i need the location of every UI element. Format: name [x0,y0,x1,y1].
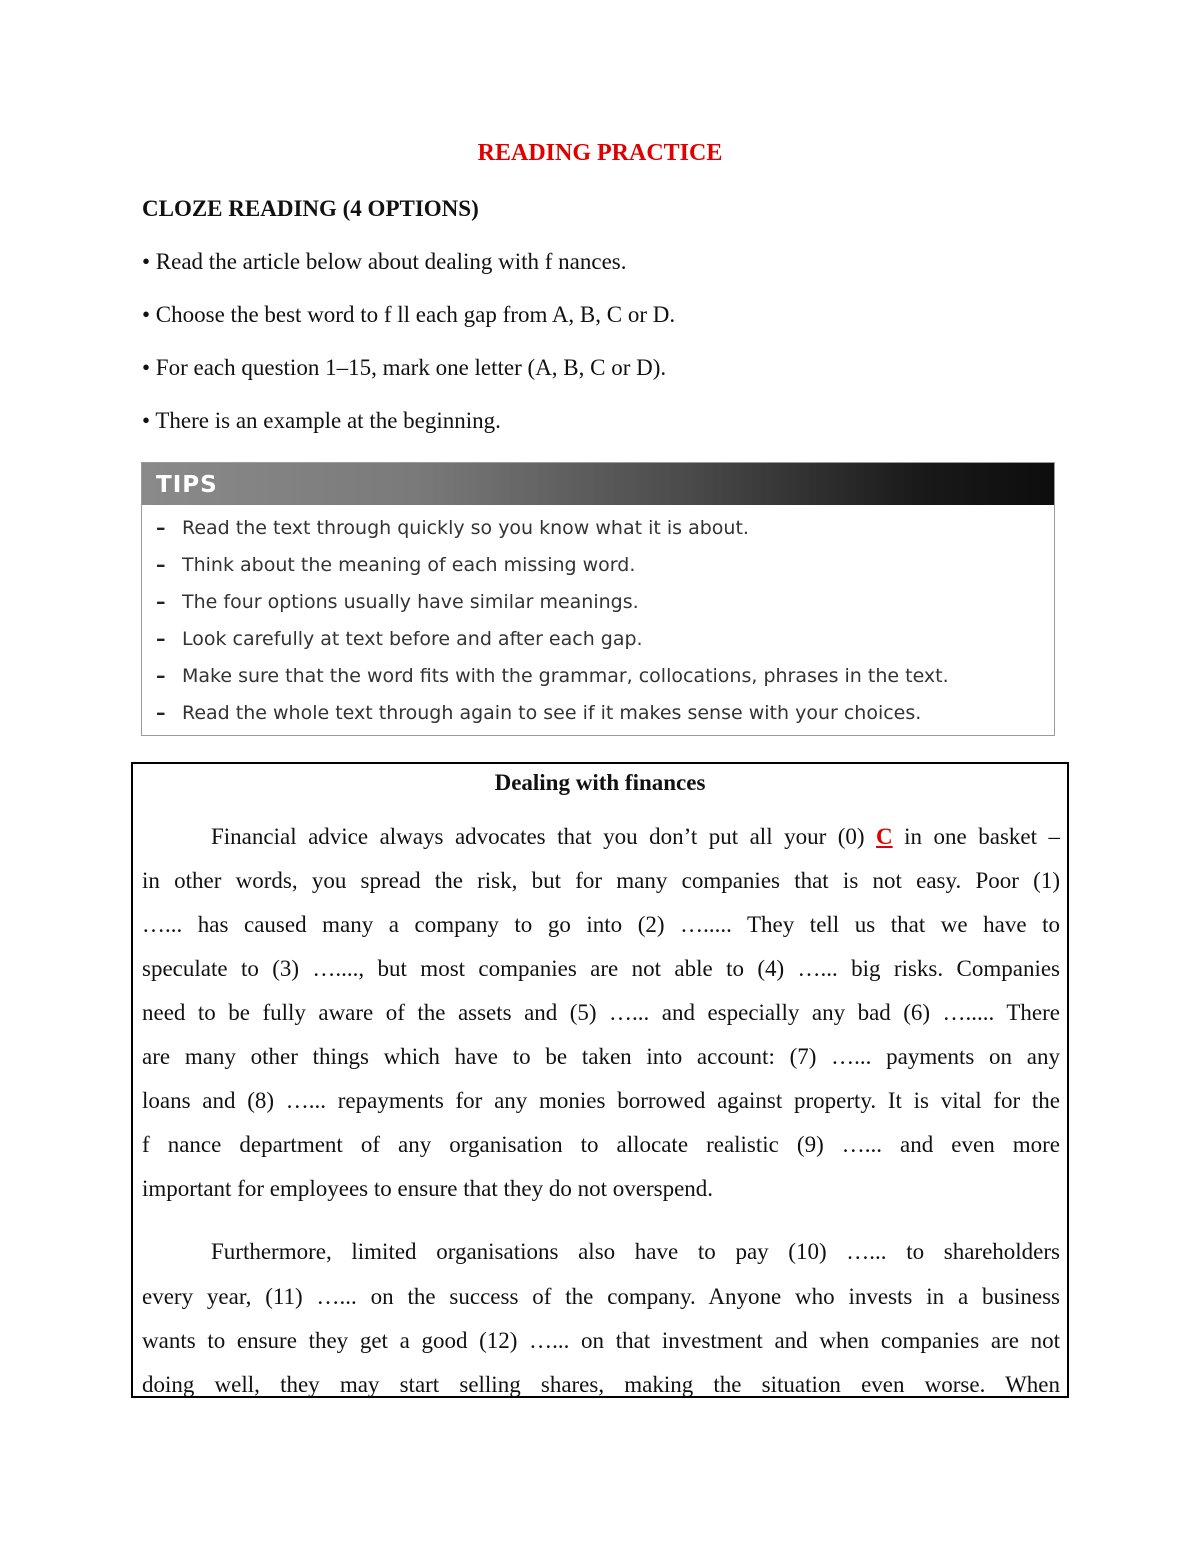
tip-text: Read the whole text through again to see if it makes sense with your choices. [182,702,922,724]
tip-item [156,517,749,539]
article-line: every year, (11) …... on the success of the company. Anyone who invests in a business [142,1284,1060,1309]
tips-heading: TIPS [142,463,1054,505]
dash-bullet-icon: – [156,628,166,650]
tip-item [156,591,639,613]
dash-bullet-icon: – [156,591,166,613]
article-line: Furthermore, limited organisations also have to pay (10) …... to shareholders [211,1239,1060,1264]
dash-bullet-icon: – [156,665,166,687]
article-line: loans and (8) …... repayments for any monies borrowed against property. It is vital for the [142,1088,1060,1113]
article-title: Dealing with finances [494,770,706,795]
instruction-item: • Choose the best word to f ll each gap from A, B, C or D. [142,302,676,327]
tips-box [141,462,1055,736]
article-line: doing well, they may start selling shares, making the situation even worse. When [142,1372,1060,1397]
article-line: need to be fully aware of the assets and (5) …... and especially any bad (6) …..... There [142,1000,1060,1025]
page-title: READING PRACTICE [477,140,723,166]
example-answer: C [876,824,893,849]
tip-item [156,702,921,724]
instruction-item: • There is an example at the beginning. [142,408,501,433]
article-line: …... has caused many a company to go into (2) …..... They tell us that we have to [142,912,1060,937]
article-text: Financial advice always advocates that you don’t put all your (0) [211,824,877,849]
article-line [211,822,1060,852]
article-line: speculate to (3) …...., but most companies are not able to (4) …... big risks. Companies [142,956,1060,981]
tip-text: Read the text through quickly so you know what it is about. [182,517,749,539]
dash-bullet-icon: – [156,554,166,576]
instruction-item: • Read the article below about dealing with f nances. [142,249,627,274]
section-subtitle: CLOZE READING (4 OPTIONS) [142,196,479,221]
tip-text: The four options usually have similar meanings. [182,591,639,613]
article-line: are many other things which have to be taken into account: (7) …... payments on any [142,1044,1060,1069]
article-line: wants to ensure they get a good (12) …... on that investment and when companies are not [142,1328,1060,1353]
article-line: in other words, you spread the risk, but for many companies that is not easy. Poor (1) [142,868,1060,893]
tip-text: Look carefully at text before and after each gap. [182,628,643,650]
article-text: in one basket – [892,824,1060,849]
article-line: f nance department of any organisation to allocate realistic (9) …... and even more [142,1132,1060,1157]
tip-item [156,628,643,650]
tip-text: Think about the meaning of each missing word. [182,554,636,576]
instruction-item: • For each question 1–15, mark one letter (A, B, C or D). [142,355,667,380]
tip-item [156,665,949,687]
tip-text: Make sure that the word fits with the grammar, collocations, phrases in the text. [182,665,949,687]
article-line: important for employees to ensure that they do not overspend. [142,1176,714,1201]
article-box [131,762,1069,1398]
dash-bullet-icon: – [156,517,166,539]
dash-bullet-icon: – [156,702,166,724]
tip-item [156,554,635,576]
